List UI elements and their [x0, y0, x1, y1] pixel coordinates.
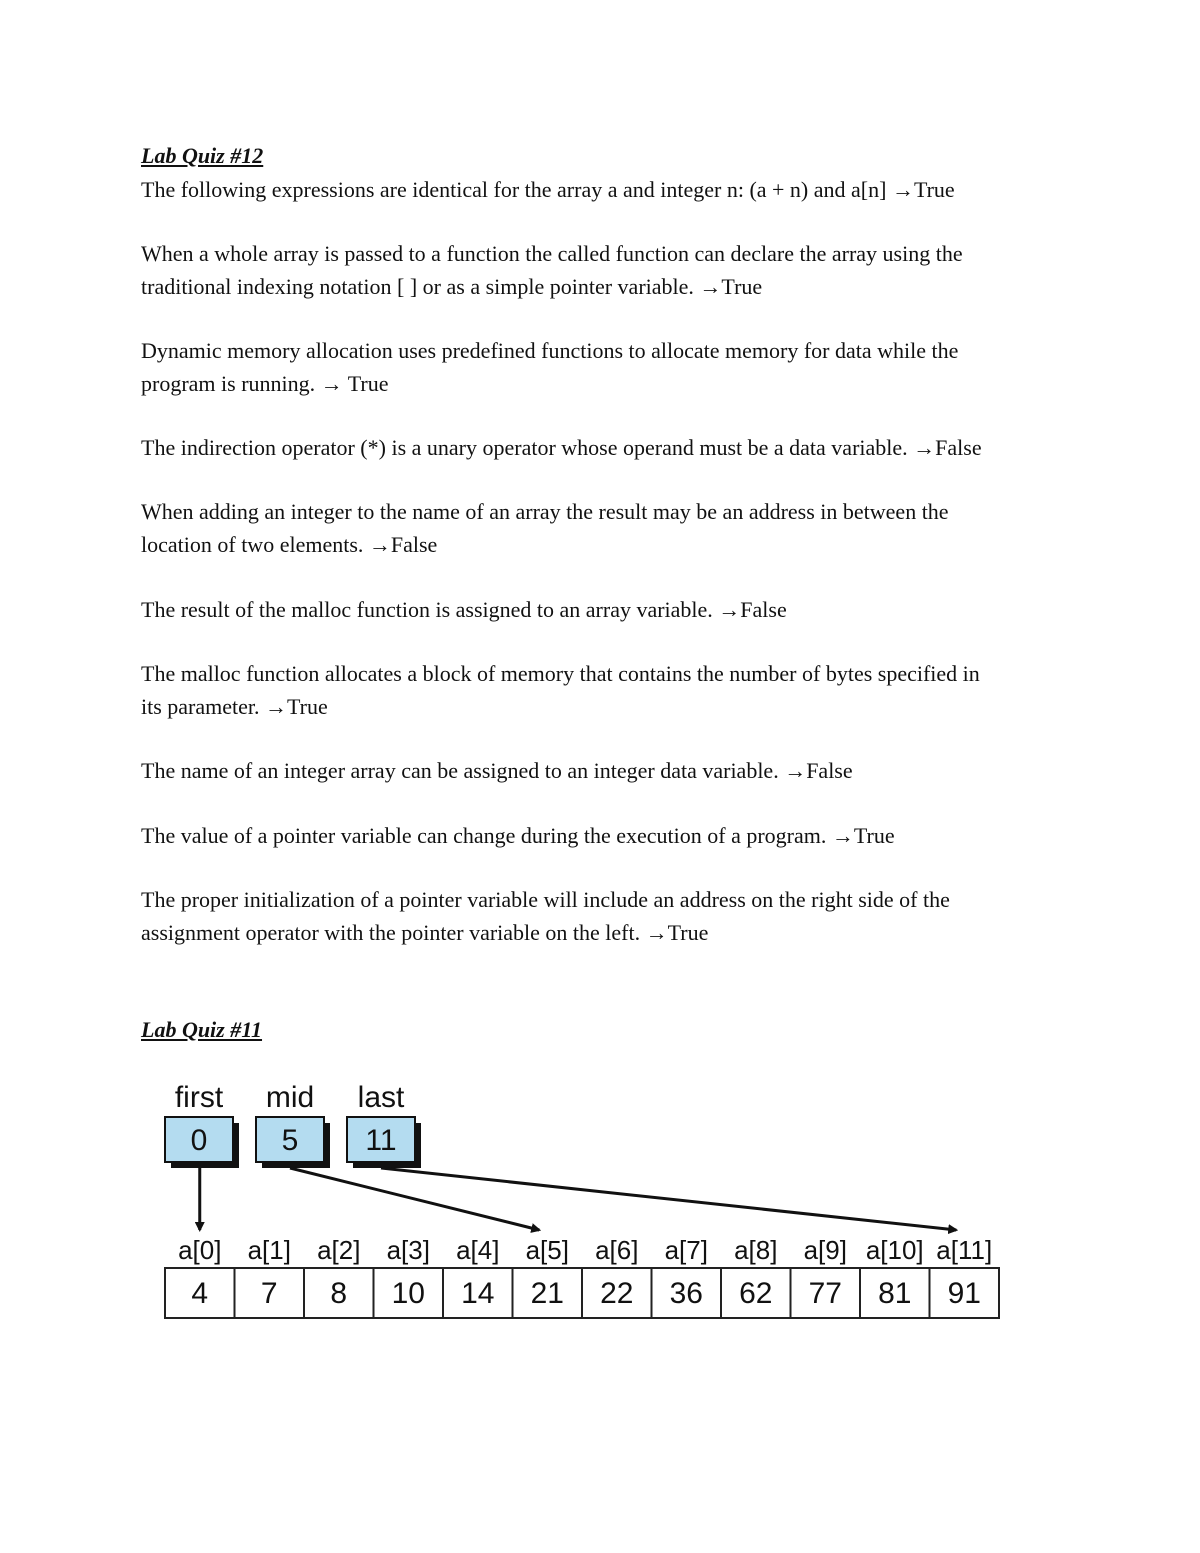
array-cell-value: 10 — [391, 1277, 425, 1310]
array-index-label: a[2] — [317, 1235, 361, 1265]
lab-quiz-12-heading: Lab Quiz #12 — [141, 143, 264, 168]
pointer-value: 5 — [281, 1124, 299, 1157]
answer-line: Dynamic memory allocation uses predefined functions to allocate memory for data while the — [141, 338, 959, 363]
pointer-name-label: last — [357, 1081, 405, 1114]
pointer-value: 11 — [365, 1124, 397, 1157]
pointer-name-label: mid — [265, 1081, 315, 1114]
pointer-name-label: first — [174, 1081, 224, 1114]
array-cell-value: 8 — [330, 1277, 348, 1310]
quiz-answer — [141, 820, 1081, 853]
quiz-answer — [141, 755, 1081, 788]
answer-line: The malloc function allocates a block of memory that contains the number of bytes specified in — [141, 661, 980, 686]
array-cell-value: 4 — [191, 1277, 209, 1310]
index-labels — [178, 1235, 992, 1265]
array-cells — [165, 1268, 999, 1318]
array-index-label: a[7] — [664, 1235, 708, 1265]
quiz-answer — [141, 174, 1081, 207]
array-index-label: a[8] — [734, 1235, 778, 1265]
array-cell-value: 21 — [530, 1277, 564, 1310]
quiz-answer — [141, 884, 1081, 949]
answer-line: assignment operator with the pointer variable on the left. →True — [141, 919, 709, 945]
answer-line: its parameter. →True — [141, 693, 328, 719]
pointer-arrows — [200, 1168, 957, 1230]
array-cell-value: 22 — [600, 1277, 634, 1310]
quiz-answer — [141, 496, 1081, 561]
pointer-boxes — [165, 1081, 421, 1168]
array-index-label: a[3] — [386, 1235, 430, 1265]
array-index-label: a[5] — [525, 1235, 569, 1265]
answer-line: program is running. → True — [141, 370, 389, 396]
array-cell-value: 7 — [260, 1277, 278, 1310]
quiz-answer — [141, 238, 1081, 303]
answer-line: The value of a pointer variable can change during the execution of a program. →True — [141, 823, 895, 848]
quiz-answer — [141, 658, 1081, 723]
pointer-value: 0 — [190, 1124, 208, 1157]
answer-line: The name of an integer array can be assigned to an integer data variable. →False — [141, 758, 853, 783]
array-cell-value: 14 — [461, 1277, 495, 1310]
array-cell-value: 62 — [739, 1277, 773, 1310]
answer-line: When a whole array is passed to a function the called function can declare the array using the — [141, 241, 963, 266]
answer-line: location of two elements. →False — [141, 531, 438, 557]
quiz-answer — [141, 335, 1081, 400]
array-cell-value: 81 — [878, 1277, 912, 1310]
answer-line: The result of the malloc function is assigned to an array variable. →False — [141, 597, 787, 622]
array-index-label: a[4] — [456, 1235, 500, 1265]
pointer-arrow — [290, 1168, 539, 1230]
array-index-label: a[9] — [803, 1235, 847, 1265]
answer-line: When adding an integer to the name of an array the result may be an address in between the — [141, 499, 949, 524]
array-cell-value: 91 — [947, 1277, 981, 1310]
array-cell-value: 77 — [808, 1277, 842, 1310]
pointer-arrow — [381, 1168, 956, 1230]
array-index-label: a[6] — [595, 1235, 639, 1265]
answer-line: The following expressions are identical for the array a and integer n: (a + n) and a[n] →True — [141, 177, 955, 202]
answer-line: The proper initialization of a pointer variable will include an address on the right side of the — [141, 887, 950, 912]
answer-line: traditional indexing notation [ ] or as a simple pointer variable. →True — [141, 273, 763, 299]
quiz-answer — [141, 594, 1081, 627]
array-index-label: a[10] — [865, 1235, 924, 1265]
binary-search-array-diagram — [150, 1070, 1020, 1340]
answer-line: The indirection operator (*) is a unary operator whose operand must be a data variable. →False — [141, 435, 982, 460]
lab-quiz-11-heading: Lab Quiz #11 — [141, 1017, 263, 1042]
array-index-label: a[0] — [178, 1235, 222, 1265]
array-index-label: a[11] — [936, 1235, 993, 1265]
array-index-label: a[1] — [247, 1235, 291, 1265]
quiz-answer — [141, 432, 1081, 465]
array-cell-value: 36 — [669, 1277, 703, 1310]
